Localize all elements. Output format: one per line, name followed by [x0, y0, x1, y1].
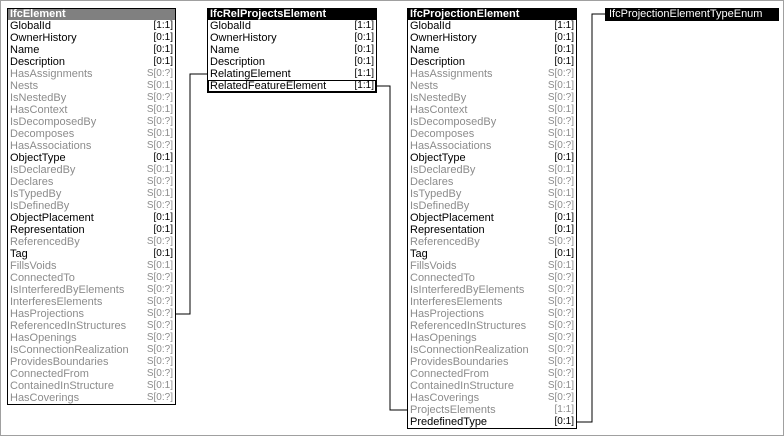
attribute-cardinality: S[0:1] — [146, 188, 173, 199]
attribute-row[interactable] — [8, 260, 175, 272]
attribute-cardinality: S[0:1] — [146, 80, 173, 91]
attribute-row[interactable] — [8, 44, 175, 56]
attribute-cardinality: S[0:?] — [547, 116, 574, 127]
attribute-name: GlobalId — [10, 20, 51, 32]
attribute-name: InterferesElements — [410, 296, 503, 308]
attribute-cardinality: S[0:1] — [547, 260, 574, 271]
attribute-row[interactable] — [408, 200, 576, 212]
attribute-name: IsDecomposedBy — [10, 116, 97, 128]
attribute-row[interactable] — [8, 104, 175, 116]
entity-title: IfcProjectionElement — [408, 9, 576, 20]
attribute-name: FillsVoids — [410, 260, 457, 272]
attribute-row[interactable] — [8, 344, 175, 356]
attribute-name: IsDecomposedBy — [410, 116, 497, 128]
attribute-cardinality: S[0:?] — [146, 272, 173, 283]
attribute-cardinality: S[0:?] — [547, 344, 574, 355]
attribute-cardinality: S[0:?] — [146, 140, 173, 151]
attribute-row[interactable] — [208, 20, 376, 32]
attribute-name: IsNestedBy — [10, 92, 67, 104]
attribute-row[interactable] — [8, 248, 175, 260]
attribute-cardinality: S[0:1] — [547, 128, 574, 139]
attribute-name: ReferencedBy — [10, 236, 80, 248]
attribute-name: ConnectedFrom — [410, 368, 489, 380]
attribute-name: ConnectedTo — [10, 272, 75, 284]
attribute-row[interactable] — [408, 332, 576, 344]
attribute-row[interactable] — [408, 164, 576, 176]
attribute-name: IsConnectionRealization — [410, 344, 529, 356]
attribute-row[interactable] — [8, 68, 175, 80]
attribute-name: Decomposes — [410, 128, 475, 140]
attribute-name: IsNestedBy — [410, 92, 467, 104]
attribute-row[interactable] — [408, 344, 576, 356]
attribute-name: HasAssociations — [410, 140, 492, 152]
attribute-row[interactable] — [8, 176, 175, 188]
attribute-row[interactable] — [8, 368, 175, 380]
attribute-cardinality: S[0:?] — [547, 320, 574, 331]
attribute-cardinality: S[0:1] — [547, 380, 574, 391]
attribute-name: ObjectPlacement — [410, 212, 494, 224]
attribute-row[interactable] — [8, 56, 175, 68]
attribute-name: OwnerHistory — [210, 32, 277, 44]
attribute-name: GlobalId — [410, 20, 451, 32]
attribute-row[interactable] — [8, 92, 175, 104]
attribute-cardinality: S[0:?] — [146, 284, 173, 295]
attribute-name: RelatedFeatureElement — [210, 80, 327, 92]
attribute-name: FillsVoids — [10, 260, 57, 272]
attribute-row[interactable] — [8, 32, 175, 44]
attribute-row[interactable] — [408, 32, 576, 44]
attribute-name: OwnerHistory — [410, 32, 477, 44]
attribute-row[interactable] — [408, 368, 576, 380]
attribute-row[interactable] — [408, 116, 576, 128]
attribute-cardinality: S[0:?] — [547, 68, 574, 79]
attribute-name: RelatingElement — [210, 68, 291, 80]
attribute-row[interactable] — [408, 56, 576, 68]
attribute-cardinality: [0:1] — [554, 44, 574, 55]
attribute-cardinality: [0:1] — [354, 56, 374, 67]
attribute-cardinality: [0:1] — [354, 44, 374, 55]
attribute-cardinality: S[0:?] — [547, 392, 574, 403]
attribute-name: HasAssignments — [410, 68, 493, 80]
attribute-cardinality: S[0:?] — [547, 368, 574, 379]
attribute-row[interactable] — [8, 164, 175, 176]
attribute-row[interactable] — [208, 80, 376, 92]
attribute-cardinality: S[0:?] — [146, 392, 173, 403]
attribute-cardinality: S[0:?] — [146, 236, 173, 247]
attribute-cardinality: S[0:1] — [547, 104, 574, 115]
attribute-row[interactable] — [408, 212, 576, 224]
attribute-name: Nests — [10, 80, 39, 92]
attribute-name: ConnectedFrom — [10, 368, 89, 380]
attribute-name: HasOpenings — [410, 332, 477, 344]
attribute-row[interactable] — [8, 128, 175, 140]
attribute-cardinality: S[0:?] — [547, 308, 574, 319]
attribute-cardinality: S[0:?] — [146, 176, 173, 187]
attribute-name: ReferencedInStructures — [10, 320, 127, 332]
attribute-cardinality: [0:1] — [153, 56, 173, 67]
attribute-cardinality: S[0:1] — [547, 164, 574, 175]
attribute-name: HasProjections — [410, 308, 484, 320]
attribute-row[interactable] — [208, 56, 376, 68]
entity-ifc-rel-projects-element[interactable] — [207, 8, 377, 93]
entity-ifc-element[interactable] — [7, 8, 176, 405]
attribute-row[interactable] — [408, 320, 576, 332]
attribute-row[interactable] — [408, 284, 576, 296]
attribute-cardinality: [0:1] — [554, 32, 574, 43]
attribute-name: Declares — [10, 176, 54, 188]
attribute-name: IsInterferedByElements — [410, 284, 525, 296]
attribute-cardinality: S[0:1] — [547, 80, 574, 91]
attribute-cardinality: S[0:?] — [547, 92, 574, 103]
attribute-cardinality: [1:1] — [554, 404, 574, 415]
attribute-name: HasAssignments — [10, 68, 93, 80]
attribute-row[interactable] — [408, 392, 576, 404]
attribute-row[interactable] — [8, 116, 175, 128]
attribute-name: Name — [410, 44, 440, 56]
attribute-row[interactable] — [408, 404, 576, 416]
attribute-row[interactable] — [8, 140, 175, 152]
attribute-cardinality: [1:1] — [354, 68, 374, 79]
attribute-name: ProjectsElements — [410, 404, 496, 416]
attribute-row[interactable] — [408, 272, 576, 284]
attribute-cardinality: S[0:1] — [547, 188, 574, 199]
attribute-name: HasProjections — [10, 308, 84, 320]
attribute-cardinality: S[0:?] — [547, 272, 574, 283]
attribute-cardinality: [0:1] — [554, 224, 574, 235]
attribute-name: HasCoverings — [410, 392, 480, 404]
attribute-name: IsConnectionRealization — [10, 344, 129, 356]
attribute-cardinality: S[0:?] — [146, 368, 173, 379]
attribute-name: Decomposes — [10, 128, 75, 140]
attribute-row[interactable] — [8, 284, 175, 296]
attribute-cardinality: S[0:1] — [146, 104, 173, 115]
attribute-row[interactable] — [208, 44, 376, 56]
attribute-row[interactable] — [8, 236, 175, 248]
attribute-cardinality: [0:1] — [153, 44, 173, 55]
attribute-row[interactable] — [408, 224, 576, 236]
attribute-name: Tag — [410, 248, 428, 260]
attribute-cardinality: S[0:?] — [146, 356, 173, 367]
attribute-cardinality: [0:1] — [153, 152, 173, 163]
attribute-name: ObjectType — [410, 152, 466, 164]
entity-ifc-projection-element[interactable] — [407, 8, 577, 429]
attribute-cardinality: S[0:?] — [146, 296, 173, 307]
attribute-name: HasCoverings — [10, 392, 80, 404]
attribute-name: ConnectedTo — [410, 272, 475, 284]
attribute-cardinality: S[0:1] — [146, 164, 173, 175]
attribute-row[interactable] — [408, 152, 576, 164]
attribute-name: Name — [10, 44, 40, 56]
attribute-row[interactable] — [408, 188, 576, 200]
attribute-cardinality: [0:1] — [153, 224, 173, 235]
attribute-row[interactable] — [408, 356, 576, 368]
attribute-cardinality: S[0:?] — [146, 308, 173, 319]
attribute-name: ContainedInStructure — [410, 380, 514, 392]
attribute-cardinality: [0:1] — [153, 248, 173, 259]
attribute-row[interactable] — [408, 260, 576, 272]
attribute-name: ContainedInStructure — [10, 380, 114, 392]
attribute-cardinality: S[0:?] — [146, 116, 173, 127]
attribute-name: ReferencedInStructures — [410, 320, 527, 332]
attribute-cardinality: S[0:?] — [547, 236, 574, 247]
attribute-cardinality: [1:1] — [354, 20, 374, 31]
attribute-name: IsInterferedByElements — [10, 284, 125, 296]
attribute-row[interactable] — [8, 320, 175, 332]
attribute-row[interactable] — [408, 92, 576, 104]
attribute-row[interactable] — [8, 212, 175, 224]
attribute-cardinality: [0:1] — [554, 212, 574, 223]
attribute-name: HasAssociations — [10, 140, 92, 152]
attribute-cardinality: S[0:?] — [547, 284, 574, 295]
attribute-row[interactable] — [408, 44, 576, 56]
attribute-row[interactable] — [408, 20, 576, 32]
attribute-name: IsTypedBy — [10, 188, 62, 200]
attribute-name: Nests — [410, 80, 439, 92]
attribute-row[interactable] — [408, 104, 576, 116]
attribute-name: Description — [210, 56, 266, 68]
attribute-row[interactable] — [408, 308, 576, 320]
attribute-cardinality: S[0:?] — [146, 68, 173, 79]
attribute-row[interactable] — [408, 248, 576, 260]
attribute-cardinality: S[0:?] — [547, 176, 574, 187]
attribute-name: Description — [10, 56, 66, 68]
attribute-name: GlobalId — [210, 20, 251, 32]
attribute-row[interactable] — [408, 296, 576, 308]
attribute-row[interactable] — [8, 272, 175, 284]
attribute-cardinality: [0:1] — [354, 32, 374, 43]
attribute-cardinality: S[0:?] — [547, 296, 574, 307]
attribute-name: InterferesElements — [10, 296, 103, 308]
attribute-cardinality: S[0:?] — [547, 356, 574, 367]
attribute-cardinality: S[0:?] — [547, 200, 574, 211]
attribute-name: HasContext — [410, 104, 468, 116]
attribute-row[interactable] — [408, 68, 576, 80]
attribute-row[interactable] — [408, 380, 576, 392]
attribute-name: IsDeclaredBy — [10, 164, 76, 176]
attribute-cardinality: S[0:?] — [547, 332, 574, 343]
enum-ifc-projection-element-type-enum[interactable]: IfcProjectionElementTypeEnum — [605, 8, 779, 21]
attribute-cardinality: S[0:?] — [146, 200, 173, 211]
attribute-cardinality: [1:1] — [153, 20, 173, 31]
attribute-cardinality: S[0:?] — [547, 140, 574, 151]
attribute-row[interactable] — [8, 296, 175, 308]
attribute-cardinality: S[0:?] — [146, 332, 173, 343]
attribute-cardinality: S[0:1] — [146, 128, 173, 139]
attribute-name: OwnerHistory — [10, 32, 77, 44]
attribute-name: Representation — [10, 224, 85, 236]
attribute-name: Representation — [410, 224, 485, 236]
attribute-name: Declares — [410, 176, 454, 188]
entity-title: IfcElement — [8, 9, 175, 20]
attribute-cardinality: S[0:?] — [146, 92, 173, 103]
attribute-row[interactable] — [8, 308, 175, 320]
attribute-cardinality: [0:1] — [153, 32, 173, 43]
attribute-row[interactable] — [8, 332, 175, 344]
attribute-row[interactable] — [408, 140, 576, 152]
attribute-cardinality: [0:1] — [554, 56, 574, 67]
attribute-cardinality: [1:1] — [554, 20, 574, 31]
attribute-cardinality: S[0:?] — [146, 344, 173, 355]
attribute-row[interactable] — [408, 176, 576, 188]
attribute-name: IsDefinedBy — [410, 200, 470, 212]
attribute-row[interactable] — [8, 80, 175, 92]
attribute-cardinality: [0:1] — [554, 416, 574, 427]
attribute-name: IsDeclaredBy — [410, 164, 476, 176]
attribute-name: HasContext — [10, 104, 68, 116]
attribute-name: ProvidesBoundaries — [410, 356, 509, 368]
attribute-name: Tag — [10, 248, 28, 260]
attribute-name: ProvidesBoundaries — [10, 356, 109, 368]
line-has-projections — [175, 74, 207, 314]
attribute-cardinality: [0:1] — [554, 152, 574, 163]
attribute-name: IsDefinedBy — [10, 200, 70, 212]
attribute-cardinality: [1:1] — [354, 80, 374, 91]
attribute-cardinality: S[0:?] — [146, 320, 173, 331]
attribute-row[interactable] — [208, 32, 376, 44]
attribute-row[interactable] — [208, 68, 376, 80]
attribute-row[interactable] — [8, 380, 175, 392]
attribute-row[interactable] — [408, 80, 576, 92]
attribute-row[interactable] — [8, 200, 175, 212]
attribute-name: ObjectPlacement — [10, 212, 94, 224]
line-related-feature-element — [377, 86, 407, 410]
attribute-row[interactable] — [408, 236, 576, 248]
attribute-name: IsTypedBy — [410, 188, 462, 200]
attribute-row[interactable] — [8, 20, 175, 32]
attribute-row[interactable] — [8, 392, 175, 404]
attribute-row[interactable] — [8, 188, 175, 200]
attribute-row[interactable] — [8, 224, 175, 236]
attribute-name: Name — [210, 44, 240, 56]
attribute-name: HasOpenings — [10, 332, 77, 344]
entity-title: IfcRelProjectsElement — [208, 9, 376, 20]
attribute-name: ReferencedBy — [410, 236, 480, 248]
attribute-name: PredefinedType — [410, 416, 488, 428]
attribute-row[interactable] — [408, 128, 576, 140]
attribute-cardinality: [0:1] — [153, 212, 173, 223]
attribute-name: Description — [410, 56, 466, 68]
attribute-cardinality: S[0:1] — [146, 380, 173, 391]
attribute-cardinality: [0:1] — [554, 248, 574, 259]
attribute-cardinality: S[0:1] — [146, 260, 173, 271]
attribute-name: ObjectType — [10, 152, 66, 164]
attribute-row[interactable] — [8, 356, 175, 368]
attribute-row[interactable] — [408, 416, 576, 428]
line-predefined-type — [577, 14, 605, 422]
attribute-row[interactable] — [8, 152, 175, 164]
